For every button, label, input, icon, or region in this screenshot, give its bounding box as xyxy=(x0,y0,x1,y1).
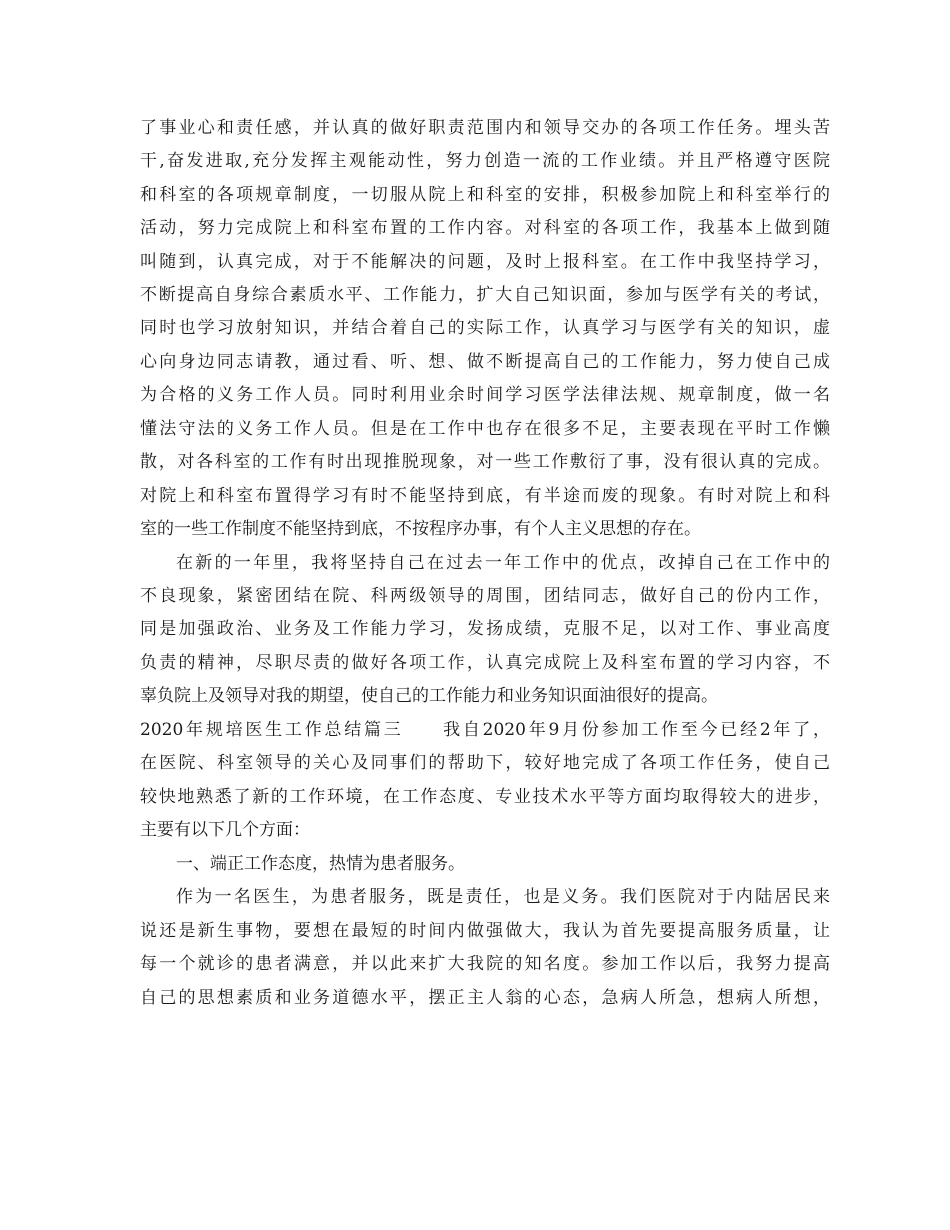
text-line: 和科室的各项规章制度，一切服从院上和科室的安排，积极参加院上和科室举行的 xyxy=(140,185,830,205)
section-heading-line: 2020年规培医生工作总结篇三 我自2020年9月份参加工作至今已经2年了， xyxy=(140,720,830,740)
text-line: 自己的思想素质和业务道德水平，摆正主人翁的心态，急病人所急，想病人所想， xyxy=(140,988,830,1008)
text-line: 负责的精神，尽职尽责的做好各项工作，认真完成院上及科室布置的学习内容，不 xyxy=(140,653,830,673)
text-line: 同是加强政治、业务及工作能力学习，发扬成绩，克服不足，以对工作、事业高度 xyxy=(140,619,830,639)
text-line: 心向身边同志请教，通过看、听、想、做不断提高自己的工作能力，努力使自己成 xyxy=(140,352,830,372)
text-line: 说还是新生事物，要想在最短的时间内做强做大，我认为首先要提高服务质量，让 xyxy=(140,921,830,941)
text-line: 主要有以下几个方面： xyxy=(140,820,310,840)
text-line: 每一个就诊的患者满意，并以此来扩大我院的知名度。参加工作以后，我努力提高 xyxy=(140,954,830,974)
text-line: 室的一些工作制度不能坚持到底，不按程序办事，有个人主义思想的存在。 xyxy=(140,519,701,539)
text-line: 不断提高自身综合素质水平、工作能力，扩大自己知识面，参加与医学有关的考试， xyxy=(140,285,830,305)
text-line: 对院上和科室布置得学习有时不能坚持到底，有半途而废的现象。有时对院上和科 xyxy=(140,486,830,506)
text-line: 叫随到，认真完成，对于不能解决的问题，及时上报科室。在工作中我坚持学习， xyxy=(140,252,830,272)
text-line: 为合格的义务工作人员。同时利用业余时间学习医学法律法规、规章制度，做一名 xyxy=(140,385,830,405)
text-line: 懂法守法的义务工作人员。但是在工作中也存在很多不足，主要表现在平时工作懒 xyxy=(140,419,830,439)
text-line: 在医院、科室领导的关心及同事们的帮助下，较好地完成了各项工作任务，使自己 xyxy=(140,753,830,773)
paragraph-first-line: 作为一名医生，为患者服务，既是责任，也是义务。我们医院对于内陆居民来 xyxy=(176,887,830,907)
text-line: 干,奋发进取,充分发挥主观能动性，努力创造一流的工作业绩。并且严格遵守医院 xyxy=(140,151,830,171)
text-line: 较快地熟悉了新的工作环境，在工作态度、专业技术水平等方面均取得较大的进步， xyxy=(140,787,830,807)
subsection-heading: 一、端正工作态度，热情为患者服务。 xyxy=(176,854,465,874)
text-line: 辜负院上及领导对我的期望，使自己的工作能力和业务知识面油很好的提高。 xyxy=(140,686,718,706)
paragraph-first-line: 在新的一年里，我将坚持自己在过去一年工作中的优点，改掉自己在工作中的 xyxy=(176,553,830,573)
text-line: 散，对各科室的工作有时出现推脱现象，对一些工作敷衍了事，没有很认真的完成。 xyxy=(140,452,830,472)
text-line: 活动，努力完成院上和科室布置的工作内容。对科室的各项工作，我基本上做到随 xyxy=(140,218,830,238)
text-line: 不良现象，紧密团结在院、科两级领导的周围，团结同志，做好自己的份内工作， xyxy=(140,586,830,606)
text-line: 同时也学习放射知识，并结合着自己的实际工作，认真学习与医学有关的知识，虚 xyxy=(140,318,830,338)
text-line: 了事业心和责任感，并认真的做好职责范围内和领导交办的各项工作任务。埋头苦 xyxy=(140,118,830,138)
